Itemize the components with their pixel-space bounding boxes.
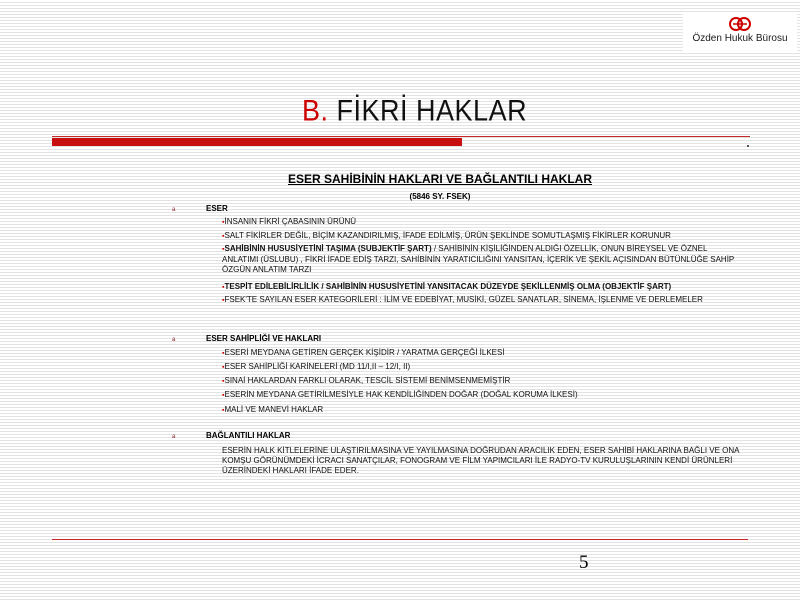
divider-dot: [747, 145, 749, 147]
list-item: ▪SINAİ HAKLARDAN FARKLI OLARAK, TESCİL SİSTEMİ BENİMSENMEMİŞTİR: [222, 376, 511, 385]
logo-text: Özden Hukuk Bürosu: [692, 33, 788, 44]
list-item: ▪TESPİT EDİLEBİLİRLİLİK / SAHİBİNİN HUSUSİYETİNİ YANSITACAK DÜZEYDE ŞEKİLLENMİŞ OLMA (OBJEKTİF ŞART): [222, 282, 672, 291]
section-bullet-icon: a: [172, 337, 176, 343]
list-item: ▪FSEK'TE SAYILAN ESER KATEGORİLERİ : İLİM VE EDEBİYAT, MUSİKİ, GÜZEL SANATLAR, SİNEMA, İŞLENME VE DERLEMELER: [222, 295, 703, 304]
section-title-related-rights: BAĞLANTILI HAKLAR: [206, 431, 291, 440]
section-bullet-icon: a: [172, 434, 176, 440]
logo: [683, 14, 797, 52]
list-item: ▪SALT FİKİRLER DEĞİL, BİÇİM KAZANDIRILMIŞ, İFADE EDİLMİŞ, ÜRÜN ŞEKLİNDE SOMUTLAŞMIŞ FİKİRLER KORUNUR: [222, 231, 671, 240]
bullet-icon: ▪: [222, 297, 225, 304]
list-item: ▪ESERİ MEYDANA GETİREN GERÇEK KİŞİDİR / YARATMA GERÇEĞİ İLKESİ: [222, 348, 505, 357]
bullet-icon: ▪: [222, 233, 225, 240]
title-main: FİKRİ HAKLAR: [336, 94, 528, 128]
bullet-icon: ▪: [222, 407, 225, 414]
bullet-icon: ▪: [222, 378, 225, 385]
top-divider: [52, 136, 750, 137]
page-number: 5: [579, 552, 589, 573]
section-title-ownership: ESER SAHİPLİĞİ VE HAKLARI: [206, 334, 322, 343]
list-item: ▪ESERİN MEYDANA GETİRİLMESİYLE HAK KENDİLİĞİNDEN DOĞAR (DOĞAL KORUMA İLKESİ): [222, 390, 578, 399]
logo-mark-icon: [728, 16, 752, 32]
section-heading: ESER SAHİBİNİN HAKLARI VE BAĞLANTILI HAKLAR: [287, 172, 592, 186]
list-item: ▪MALİ VE MANEVİ HAKLAR: [222, 405, 324, 414]
bullet-icon: ▪: [222, 284, 225, 291]
bottom-divider: [52, 539, 748, 540]
list-item: ▪ESER SAHİPLİĞİ KARİNELERİ (MD 11/I,II – 12/I, II): [222, 362, 411, 371]
section-subheading: (5846 SY. FSEK): [409, 192, 471, 201]
bullet-icon: ▪: [222, 246, 225, 253]
bullet-icon: ▪: [222, 392, 225, 399]
list-item: ▪SAHİBİNİN HUSUSİYETİNİ TAŞIMA (SUBJEKTİF ŞART) / SAHİBİNİN KİŞİLİĞİNDEN ALDIĞI ÖZELLİK, ONUN BİREYSEL VE ÖZNEL ANLATIMI (ÜSLUBU) , FİKRİ İFADE EDİŞ TARZI, SAHİBİNİN YARATICILIĞINI YANSITAN, İÇERİK VE ŞEKİL AÇISINDAN BÜTÜNLÜĞE SAHİP ÖZGÜN ANLATIM TARZI: [222, 244, 735, 274]
section-bullet-icon: a: [172, 207, 176, 213]
red-accent-bar: [52, 138, 462, 146]
bullet-icon: ▪: [222, 350, 225, 357]
list-item: ▪İNSANIN FİKRİ ÇABASININ ÜRÜNÜ: [222, 217, 357, 226]
slide-title: [302, 95, 527, 128]
section-title-eser: ESER: [206, 204, 228, 213]
bullet-icon: ▪: [222, 219, 225, 226]
list-item: ESERİN HALK KİTLELERİNE ULAŞTIRILMASINA VE YAYILMASINA DOĞRUDAN ARACILIK EDEN, ESER SAHİBİ HAKLARINA BAĞLI VE ONA KOMŞU GÖRÜNÜMDEKİ İCRACI SANATÇILAR, FONOGRAM VE FİLM YAPIMCILARI İLE RADYO-TV KURULUŞLARININ KENDİ ÜRÜNLERİ ÜZERİNDEKİ HAKLARI İFADE EDER.: [222, 446, 740, 475]
bullet-icon: ▪: [222, 364, 225, 371]
title-prefix: B.: [302, 94, 329, 128]
